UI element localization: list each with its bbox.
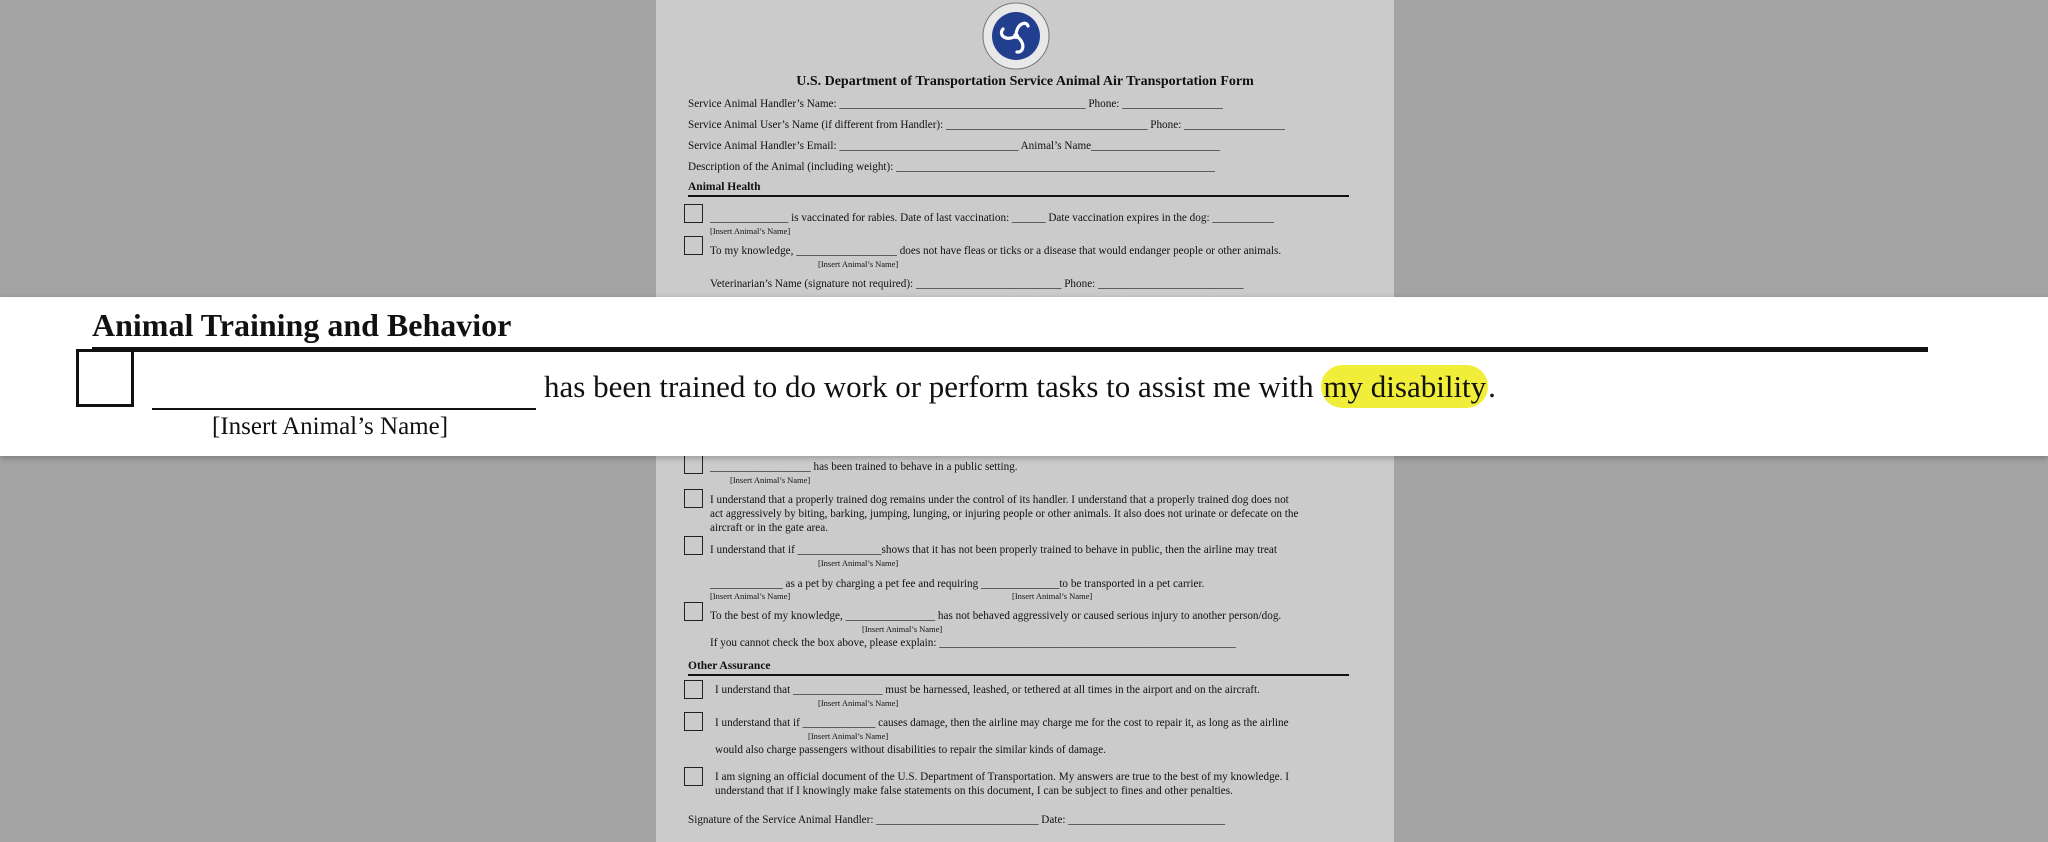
explain-field[interactable]: If you cannot check the box above, please explain: _____________________________________________________ [710, 637, 1236, 649]
animal-description-field[interactable]: Description of the Animal (including weight): _________________________________________________________ [688, 161, 1216, 173]
aggression-statement: To the best of my knowledge, ________________ has not behaved aggressively or caused serious injury to another person/dog. [710, 610, 1282, 622]
damage-checkbox[interactable] [684, 712, 703, 731]
handler-email-field[interactable]: Service Animal Handler’s Email: ________________________________ Animal’s Name_______________________ [688, 140, 1220, 152]
official-statement-line2: understand that if I knowingly make false statements on this document, I can be subject to fines and other penalties. [715, 785, 1233, 797]
public-setting-statement: __________________ has been trained to behave in a public setting. [710, 461, 1018, 473]
animal-name-caption: [Insert Animal’s Name] [212, 413, 449, 440]
veterinarian-field[interactable]: Veterinarian’s Name (signature not required): __________________________ Phone: __________________________ [710, 278, 1244, 290]
animal-name-caption: [Insert Animal’s Name] [710, 226, 791, 236]
animal-name-caption: [Insert Animal’s Name] [818, 698, 899, 708]
official-document-checkbox[interactable] [684, 767, 703, 786]
section-rule [688, 674, 1349, 676]
aggression-checkbox[interactable] [684, 602, 703, 621]
animal-health-heading: Animal Health [688, 181, 761, 193]
highlighted-text: my disability [1321, 365, 1488, 408]
damage-statement-line2: would also charge passengers without disabilities to repair the similar kinds of damage. [715, 744, 1106, 756]
section-rule [688, 195, 1349, 197]
damage-statement-line1: I understand that if _____________ causes damage, then the airline may charge me for the cost to repair it, as long as the airline [715, 717, 1289, 729]
dot-seal-icon [982, 2, 1050, 70]
form-title: U.S. Department of Transportation Service Animal Air Transportation Form [796, 74, 1254, 89]
public-setting-checkbox[interactable] [684, 455, 703, 474]
animal-name-caption: [Insert Animal’s Name] [818, 259, 899, 269]
animal-name-blank[interactable] [152, 408, 536, 410]
control-statement-line1: I understand that a properly trained dog remains under the control of its handler. I understand that a properly trained dog does not [710, 494, 1289, 506]
control-statement-line2: act aggressively by biting, barking, jumping, lunging, or injuring people or other animals. It also does not urinate or defecate on the [710, 508, 1299, 520]
harness-statement: I understand that ________________ must be harnessed, leashed, or tethered at all times in the airport and on the aircraft. [715, 684, 1260, 696]
pet-treatment-line2: _____________ as a pet by charging a pet fee and requiring ______________to be transported in a pet carrier. [710, 578, 1205, 590]
signature-field[interactable]: Signature of the Service Animal Handler: _____________________________ Date: ____________________________ [688, 814, 1225, 826]
work-tasks-statement [544, 369, 1496, 405]
control-checkbox[interactable] [684, 489, 703, 508]
user-name-field[interactable]: Service Animal User’s Name (if different from Handler): ____________________________________ Phone: __________________ [688, 119, 1285, 131]
animal-name-caption: [Insert Animal’s Name] [808, 731, 889, 741]
training-behavior-heading: Animal Training and Behavior [92, 307, 512, 343]
work-tasks-checkbox[interactable] [76, 349, 134, 407]
fleas-statement: To my knowledge, __________________ does not have fleas or ticks or a disease that would endanger people or other animals. [710, 245, 1282, 257]
statement-period: . [1488, 369, 1496, 404]
control-statement-line3: aircraft or in the gate area. [710, 522, 829, 534]
zoom-magnifier-panel [0, 297, 2048, 456]
animal-name-caption: [Insert Animal’s Name] [862, 624, 943, 634]
animal-name-caption: [Insert Animal’s Name] [730, 475, 811, 485]
fleas-checkbox[interactable] [684, 236, 703, 255]
statement-text: has been trained to do work or perform tasks to assist me with [544, 369, 1314, 404]
animal-name-caption: [Insert Animal’s Name] [818, 558, 899, 568]
animal-name-caption: [Insert Animal’s Name] [710, 591, 791, 601]
pet-treatment-line1: I understand that if _______________shows that it has not been properly trained to behave in public, then the airline may treat [710, 544, 1278, 556]
other-assurance-heading: Other Assurance [688, 660, 771, 672]
official-statement-line1: I am signing an official document of the U.S. Department of Transportation. My answers are true to the best of my knowledge. I [715, 771, 1289, 783]
rabies-statement: ______________ is vaccinated for rabies. Date of last vaccination: ______ Date vaccination expires in the dog: ___________ [710, 212, 1274, 224]
rabies-checkbox[interactable] [684, 204, 703, 223]
handler-name-field[interactable]: Service Animal Handler’s Name: ____________________________________________ Phone: __________________ [688, 98, 1223, 110]
harness-checkbox[interactable] [684, 680, 703, 699]
pet-treatment-checkbox[interactable] [684, 536, 703, 555]
animal-name-caption: [Insert Animal’s Name] [1012, 591, 1093, 601]
heading-rule [92, 347, 1928, 352]
